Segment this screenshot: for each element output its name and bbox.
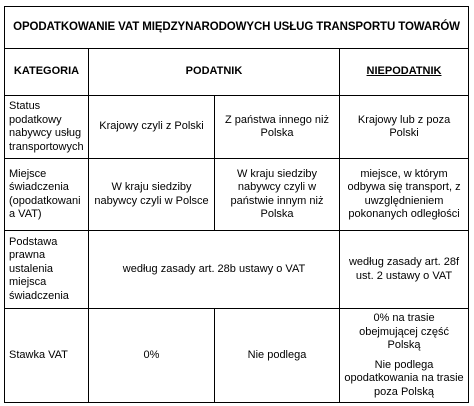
header-kategoria: KATEGORIA [5, 49, 89, 96]
cell-miejsce-niepodatnik: miejsce, w którym odbywa się transport, z uwzględnieniem pokonanych odległości [340, 159, 469, 231]
table-row [5, 96, 469, 159]
cell-miejsce-podatnik-pl: W kraju siedziby nabywcy czyli w Polsce [89, 159, 215, 231]
table-row [5, 231, 469, 309]
table-title: OPODATKOWANIE VAT MIĘDZYNARODOWYCH USŁUG TRANSPORTU TOWARÓW [5, 7, 469, 49]
cell-stawka-niepodatnik [340, 309, 469, 403]
cell-stawka-podatnik-foreign: Nie podlega [215, 309, 340, 403]
header-niepodatnik: NIEPODATNIK [340, 49, 469, 96]
stawka-niepodatnik-line-2: Nie podlega opodatkowania na trasie poza Polską [344, 358, 464, 398]
cell-podstawa-niepodatnik: według zasady art. 28f ust. 2 ustawy o VAT [340, 231, 469, 309]
vat-transport-table [4, 6, 469, 403]
cell-status-podatnik-pl: Krajowy czyli z Polski [89, 96, 215, 159]
table-row [5, 159, 469, 231]
header-podatnik: PODATNIK [89, 49, 340, 96]
row-label-podstawa: Podstawa prawna ustalenia miejsca świadczenia [5, 231, 89, 309]
cell-status-podatnik-foreign: Z państwa innego niż Polska [215, 96, 340, 159]
cell-miejsce-podatnik-foreign: W kraju siedziby nabywcy czyli w państwie innym niż Polska [215, 159, 340, 231]
cell-stawka-podatnik-pl: 0% [89, 309, 215, 403]
cell-status-niepodatnik: Krajowy lub z poza Polski [340, 96, 469, 159]
row-label-miejsce: Miejsce świadczenia (opodatkowani a VAT) [5, 159, 89, 231]
cell-podstawa-podatnik: według zasady art. 28b ustawy o VAT [89, 231, 340, 309]
stawka-niepodatnik-line-1: 0% na trasie obejmującej część Polską [359, 312, 449, 351]
table-row [5, 309, 469, 403]
row-label-status: Status podatkowy nabywcy usług transportowych [5, 96, 89, 159]
row-label-stawka: Stawka VAT [5, 309, 89, 403]
